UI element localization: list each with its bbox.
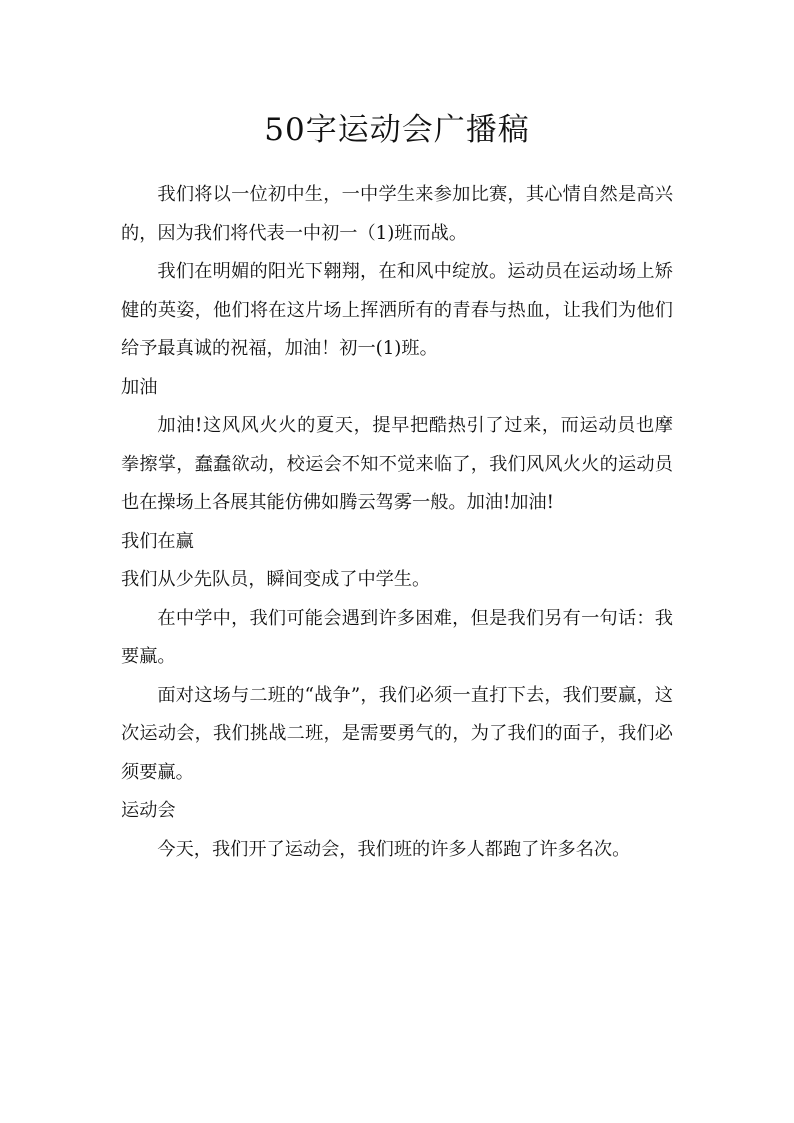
section-heading-jiayou: 加油 — [121, 376, 158, 398]
paragraph-7: 今天，我们开了运动会，我们班的许多人都跑了许多名次。 — [157, 838, 631, 860]
section-heading-women-zai-ying: 我们在赢 — [121, 530, 194, 552]
paragraph-6: 面对这场与二班的“战争”，我们必须一直打下去，我们要赢，这次运动会，我们挑战二班，是需要勇气的，为了我们的面子，我们必须要赢。 — [121, 684, 673, 783]
document-title: 50字运动会广播稿 — [264, 112, 530, 148]
paragraph-4: 我们从少先队员，瞬间变成了中学生。 — [121, 569, 431, 590]
section-heading-yundonghui: 运动会 — [121, 800, 176, 821]
paragraph-3: 加油!这风风火火的夏天，提早把酷热引了过来，而运动员也摩拳擦掌，蠢蠢欲动，校运会不知不觉来临了，我们风风火火的运动员也在操场上各展其能仿佛如腾云驾雾一般。加油!加油! — [121, 415, 673, 513]
paragraph-2: 我们在明媚的阳光下翱翔，在和风中绽放。运动员在运动场上矫健的英姿，他们将在这片场上挥洒所有的青春与热血，让我们为他们给予最真诚的祝福，加油！初一(1)班。 — [121, 261, 673, 359]
paragraph-1: 我们将以一位初中生，一中学生来参加比赛，其心情自然是高兴的，因为我们将代表一中初一（1)班而战。 — [121, 184, 673, 244]
document-body — [121, 176, 673, 869]
paragraph-5: 在中学中，我们可能会遇到许多困难，但是我们另有一句话：我要赢。 — [121, 607, 673, 667]
